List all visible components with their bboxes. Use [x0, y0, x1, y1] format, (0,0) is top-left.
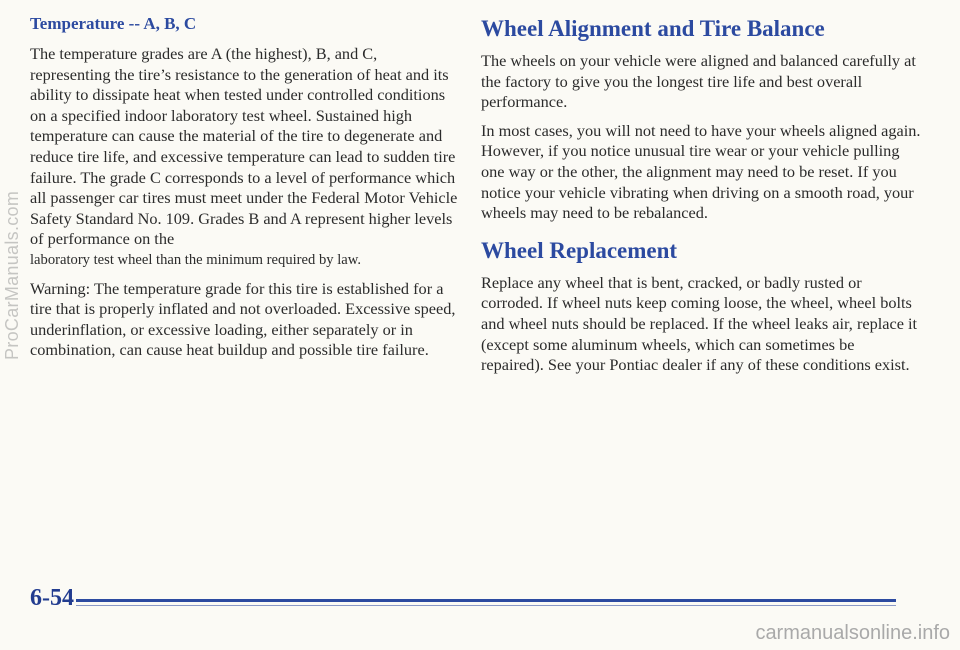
page-number: 6-54: [30, 585, 74, 611]
temperature-warning-paragraph: Warning: The temperature grade for this tire is established for a tire that is properly inflated and not overloaded. Excessive speed, underinflation, or excessive loading, either separately or in combination, can cause heat buildup and possible tire failure.: [30, 278, 456, 360]
site-footer-link[interactable]: carmanualsonline.info: [755, 622, 950, 644]
temperature-subheading: Temperature -- A, B, C: [30, 14, 197, 33]
right-column: [481, 16, 921, 384]
wheel-replacement-heading: Wheel Replacement: [481, 237, 678, 263]
wheel-alignment-heading: Wheel Alignment and Tire Balance: [481, 16, 825, 41]
left-column: [30, 14, 460, 369]
page-footer: [30, 585, 896, 615]
wheel-alignment-paragraph-2: In most cases, you will not need to have your wheels aligned again. However, if you notice unusual tire wear or your vehicle pulling one way or the other, the alignment may need to be reset. If you notice your vehicle vibrating when driving on a smooth road, your wheels may need to be rebalanced.: [481, 120, 921, 223]
footer-rule-thin: [76, 605, 896, 606]
temperature-paragraph-continued: laboratory test wheel than the minimum required by law.: [30, 251, 361, 268]
wheel-replacement-paragraph: Replace any wheel that is bent, cracked, or badly rusted or corroded. If wheel nuts keep coming loose, the wheel, wheel bolts and wheel nuts should be replaced. If the wheel leaks air, replace it (except some aluminum wheels, which can sometimes be repaired). See your Pontiac dealer if any of these conditions exist.: [481, 272, 918, 375]
procarmanuals-watermark: ProCarManuals.com: [2, 190, 22, 360]
temperature-paragraph: The temperature grades are A (the highest), B, and C, representing the tire’s resistance to the generation of heat and its ability to dissipate heat when tested under controlled conditions on a specified indoor laboratory test wheel. Sustained high temperature can cause the material of the tire to degenerate and reduce tire life, and excessive temperature can lead to sudden tire failure. The grade C corresponds to a level of performance which all passenger car tires must meet under the Federal Motor Vehicle Safety Standard No. 109. Grades B and A represent higher levels of performance on the: [30, 44, 458, 249]
wheel-alignment-paragraph-1: The wheels on your vehicle were aligned and balanced carefully at the factory to give you the longest tire life and best overall performance.: [481, 51, 916, 112]
footer-rule: [76, 599, 896, 602]
